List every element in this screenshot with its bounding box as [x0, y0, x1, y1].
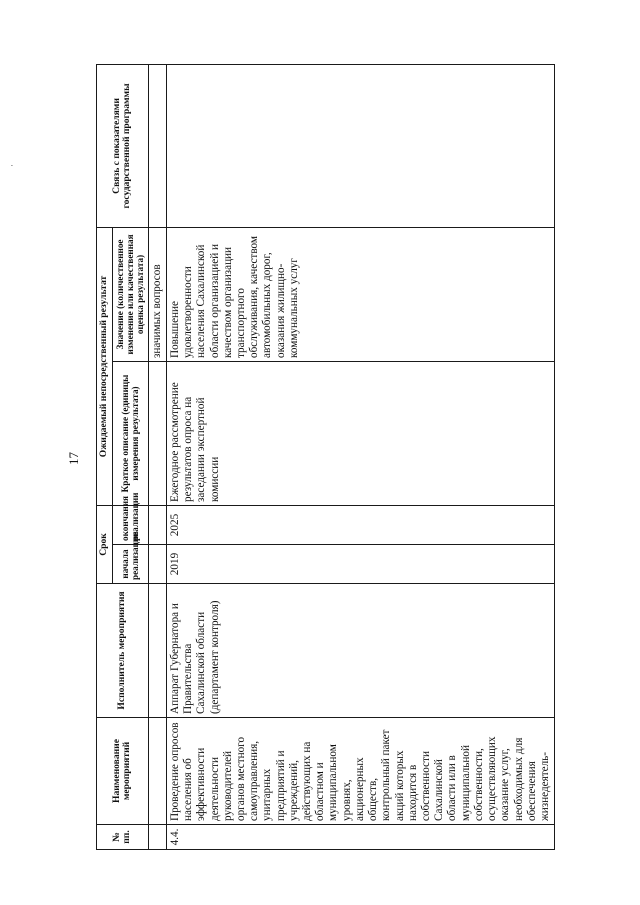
page-number: 17: [66, 452, 81, 465]
row-link: [166, 64, 554, 227]
row-desc: Ежегодное рассмотрение результатов опроса на заседании экспертной комиссии: [166, 362, 554, 506]
header-executor: Исполнитель мероприятия: [97, 584, 149, 718]
measures-table: [96, 64, 555, 850]
stray-mark: ·: [7, 164, 17, 167]
header-term: Срок: [97, 506, 113, 584]
row-end: 2025: [166, 506, 554, 545]
header-term-end: окончания реализации: [112, 506, 148, 545]
header-row-1: [97, 64, 113, 849]
row-start: 2019: [166, 545, 554, 584]
continuation-row: [148, 64, 166, 849]
header-expected-value: Значение (количественное изменение или качественная оценка результата): [112, 227, 148, 361]
row-num: 4.4.: [166, 825, 554, 850]
header-expected-desc: Краткое описание (единицы измерения результата): [112, 362, 148, 506]
cont-link: [148, 64, 166, 227]
row-value: Повышение удовлетворенности населения Сахалинской области организацией и качеством организации транспортного обслуживания, качеством автомобильных дорог, оказания жилищно-коммунальных услуг: [166, 227, 554, 361]
header-link: Связь с показателями государственной программы: [97, 64, 149, 227]
row-executor: Аппарат Губернатора и Правительства Сахалинской области (департамент контроля): [166, 584, 554, 718]
header-name: Наименование мероприятий: [97, 718, 149, 825]
cont-start: [148, 545, 166, 584]
cont-executor: [148, 584, 166, 718]
cont-end: [148, 506, 166, 545]
row-name: Проведение опросов населения об эффективности деятельности руководителей органов местного самоуправления, унитарных предприятий и учреждений, действующих на областном и муниципальном уровнях, акционерных обществ, контрольный пакет акций которых находится в собственности Сахалинской области или в муниципальной собственности, осуществляющих оказание услуг, необходимых для обеспечения жизнедеятель-: [166, 718, 554, 825]
header-num: № пп.: [97, 825, 149, 850]
table-row: [166, 64, 554, 849]
cont-num: [148, 825, 166, 850]
header-term-start: начала реализации: [112, 545, 148, 584]
cont-value: значимых вопросов: [148, 227, 166, 361]
header-expected: Ожидаемый непосредственный результат: [97, 227, 113, 505]
cont-desc: [148, 362, 166, 506]
cont-name: [148, 718, 166, 825]
